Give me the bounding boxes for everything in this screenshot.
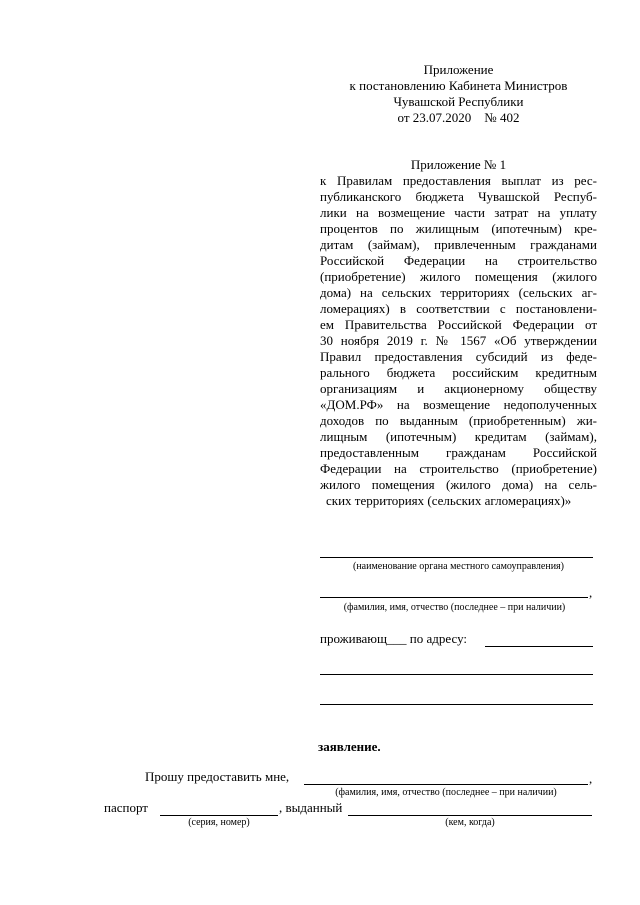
passport-issuer-caption: (кем, когда) <box>445 817 495 828</box>
passport-series-line <box>160 815 278 816</box>
appendix-text-line: к Правилам предоставления выплат из рес- <box>320 173 597 188</box>
appendix-text-line: Российской Федерации на строительство <box>320 253 597 268</box>
appendix-text-line: лищным (ипотечным) кредитам (займам), <box>320 429 597 444</box>
org-name-caption: (наименование органа местного самоуправления) <box>352 561 564 572</box>
request-fio-line <box>304 784 588 785</box>
appendix-text-line: ем Правительства Российской Федерации от <box>320 317 597 332</box>
passport-label: паспорт <box>104 800 148 815</box>
appendix-text-line: рального бюджета российским кредитным <box>320 365 597 380</box>
appendix-text-line: доходов по выданным (приобретенным) жи- <box>320 413 597 428</box>
appendix-text-line: 30 ноября 2019 г. № 1567 «Об утверждении <box>320 333 597 348</box>
appendix-text-line: «ДОМ.РФ» на возмещение недополученных <box>320 397 597 412</box>
statement-title: заявление. <box>318 739 381 754</box>
passport-series-caption: (серия, номер) <box>188 817 250 828</box>
appendix-text-line: публиканского бюджета Чувашской Респуб- <box>320 189 597 204</box>
applicant-fio-caption: (фамилия, имя, отчество (последнее – при наличии) <box>343 602 566 613</box>
appendix-text-line: дома) на сельских территориях (сельских аг- <box>320 285 597 300</box>
appendix-text-line: Правил предоставления субсидий из феде- <box>320 349 597 364</box>
applicant-fio-line <box>320 597 588 598</box>
appendix-text-line: дитам (займам), привлеченным гражданами <box>320 237 597 252</box>
address-line-3 <box>320 704 593 705</box>
appendix-text-line: предоставленным гражданам Российской <box>320 445 597 460</box>
request-fio-caption: (фамилия, имя, отчество (последнее – при наличии) <box>335 787 557 798</box>
appendix-text-line: (приобретение) жилого помещения (жилого <box>320 269 597 284</box>
address-line-2 <box>320 674 593 675</box>
header-resolution: к постановлению Кабинета Министров <box>349 78 568 93</box>
appendix-text-line: процентов по жилищным (ипотечным) кре- <box>320 221 597 236</box>
header-date-number: от 23.07.2020 № 402 <box>397 110 520 125</box>
appendix-text-line: лики на возмещение части затрат на уплату <box>320 205 597 220</box>
org-name-line <box>320 557 593 558</box>
passport-issuer-line <box>348 815 592 816</box>
appendix-title: Приложение № 1 <box>410 157 507 172</box>
appendix-text-line: жилого помещения (жилого дома) на сель- <box>320 477 597 492</box>
address-line-1 <box>485 646 593 647</box>
appendix-text-line: Федерации на строительство (приобретение) <box>320 461 597 476</box>
header-republic: Чувашской Республики <box>393 94 524 109</box>
appendix-text-line: ских территориях (сельских агломерациях)» <box>326 493 572 508</box>
applicant-fio-comma: , <box>589 585 593 600</box>
issued-label: , выданный <box>279 800 343 815</box>
residing-label: проживающ___ по адресу: <box>320 631 468 646</box>
request-comma: , <box>589 771 593 786</box>
appendix-text-line: организациям и акционерному обществу <box>320 381 597 396</box>
appendix-text <box>320 173 597 509</box>
header-appendix: Приложение <box>423 62 494 77</box>
request-text: Прошу предоставить мне, <box>145 769 290 784</box>
appendix-block <box>320 157 597 509</box>
appendix-text-line: ломерациях) в соответствии с постановлени- <box>320 301 597 316</box>
